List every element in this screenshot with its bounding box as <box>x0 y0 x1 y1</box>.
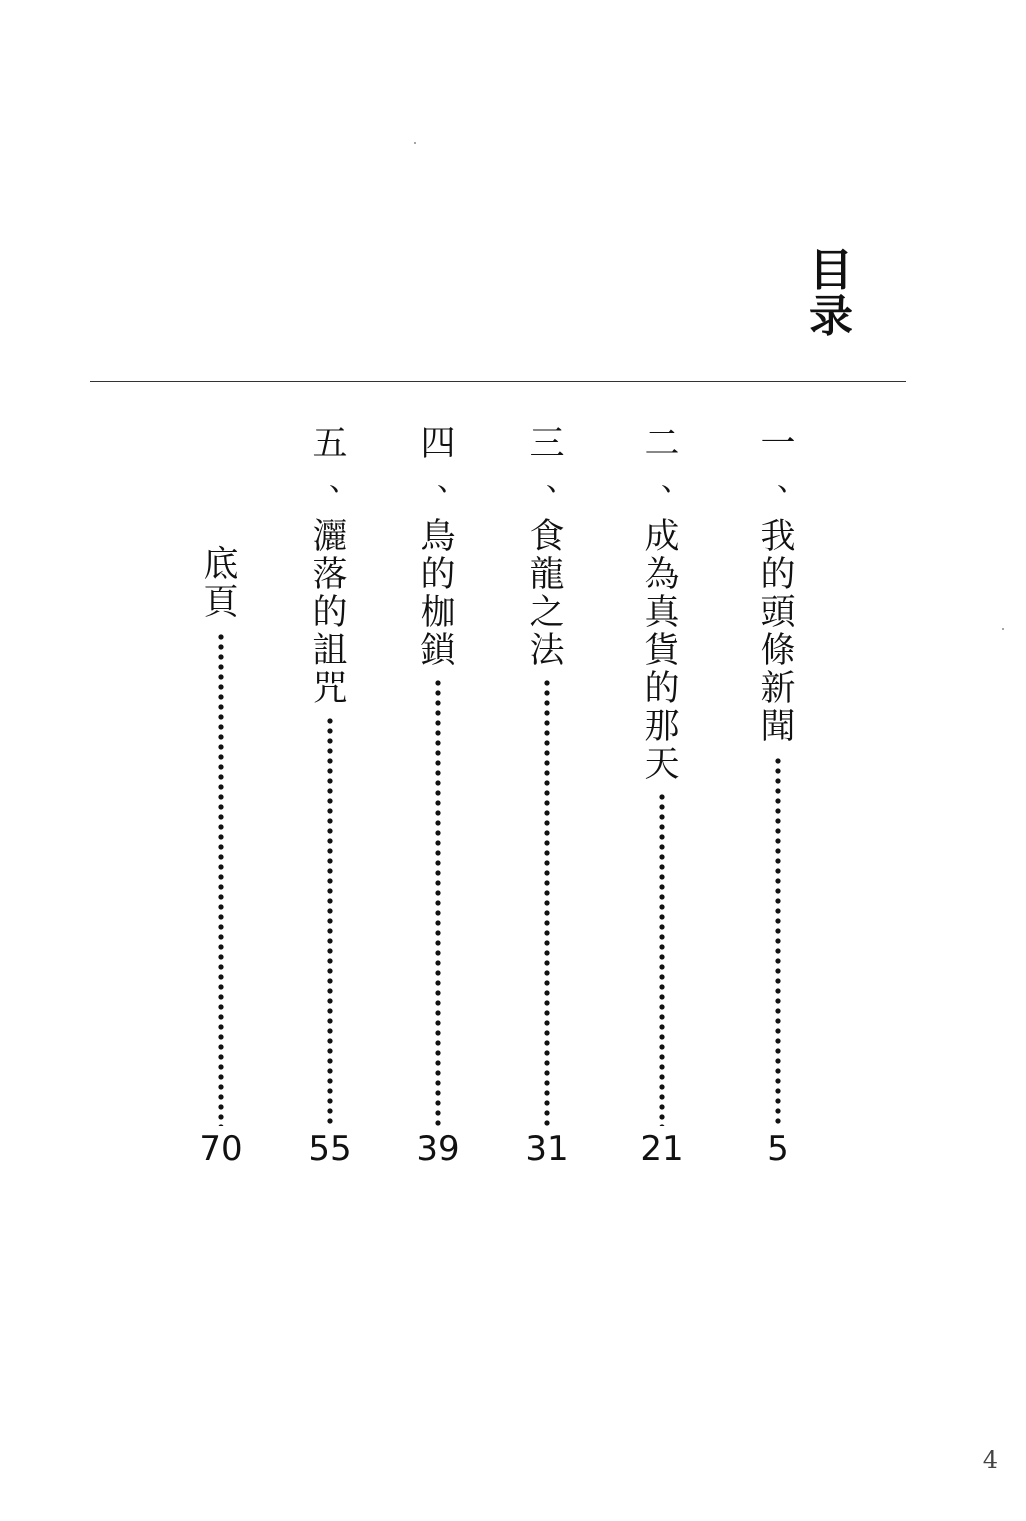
toc-entry-1[interactable] <box>753 0 807 1200</box>
toc-entry-colophon[interactable] <box>196 0 246 1200</box>
folio-page-number: 4 <box>982 1446 998 1474</box>
entry-separator: 、 <box>777 463 807 498</box>
entry-page-number: 39 <box>416 1129 460 1169</box>
dot-leader <box>218 632 224 1126</box>
toc-entry-4[interactable] <box>413 0 467 1200</box>
toc-entry-2[interactable] <box>637 0 691 1200</box>
entry-separator: 、 <box>329 463 359 498</box>
dot-leader <box>659 792 665 1126</box>
entry-separator: 、 <box>437 463 467 498</box>
entry-number: 一 <box>760 424 796 464</box>
entry-page-number: 70 <box>199 1129 243 1169</box>
entry-title: 底頁 <box>203 545 239 623</box>
scan-speck <box>414 142 416 144</box>
toc-entry-5[interactable] <box>305 0 359 1200</box>
entry-title: 食龍之法 <box>529 517 565 671</box>
entry-number: 三 <box>529 424 565 464</box>
entry-separator: 、 <box>661 463 691 498</box>
page-title: 目录 <box>809 245 853 342</box>
entry-number: 二 <box>644 424 680 464</box>
dot-leader <box>435 678 441 1126</box>
dot-leader <box>775 756 781 1126</box>
entry-title: 我的頭條新聞 <box>760 517 796 747</box>
scan-speck <box>1002 628 1004 630</box>
entry-title: 灑落的詛咒 <box>312 517 348 709</box>
entry-page-number: 55 <box>308 1129 352 1169</box>
entry-title: 鳥的枷鎖 <box>420 517 456 671</box>
entry-page-number: 21 <box>640 1129 684 1169</box>
dot-leader <box>544 678 550 1126</box>
entry-title: 成為真貨的那天 <box>644 517 680 785</box>
dot-leader <box>327 716 333 1126</box>
entry-number: 五 <box>312 424 348 464</box>
entry-number: 四 <box>420 424 456 464</box>
entry-page-number: 31 <box>525 1129 569 1169</box>
entry-page-number: 5 <box>767 1129 789 1169</box>
toc-entry-3[interactable] <box>522 0 576 1200</box>
entry-separator: 、 <box>546 463 576 498</box>
